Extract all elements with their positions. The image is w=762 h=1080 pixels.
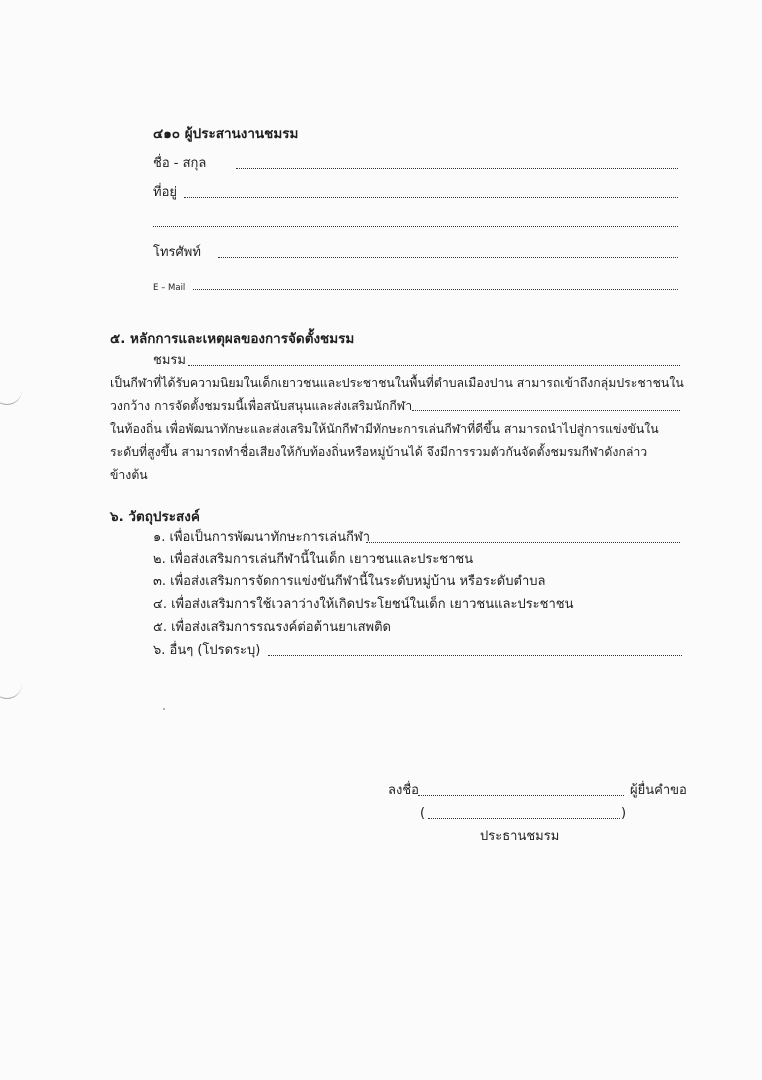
address-field-line[interactable]: [184, 197, 678, 198]
section5-text-line: ระดับที่สูงขึ้น สามารถทำชื่อเสียงให้กับท้องถิ่นหรือหมู่บ้านได้ จึงมีการรวมตัวกันจัดตั้งชมรมกีฬาดังกล่าว: [110, 445, 648, 459]
punch-hole-mark: [0, 390, 22, 405]
objective-item: ๔. เพื่อส่งเสริมการใช้เวลาว่างให้เกิดประโยชน์ในเด็ก เยาวชนและประชาชน: [153, 597, 574, 612]
paren-open: (: [420, 806, 426, 821]
objective-other-field-line[interactable]: [268, 655, 682, 656]
objective-item: ๕. เพื่อส่งเสริมการรณรงค์ต่อต้านยาเสพติด: [153, 620, 391, 635]
applicant-label: ผู้ยื่นคำขอ: [630, 783, 687, 798]
section6-heading: ๖. วัตถุประสงค์: [110, 509, 200, 525]
scan-speck: [163, 708, 165, 710]
phone-label: โทรศัพท์: [153, 245, 201, 260]
objective-item: ๑. เพื่อเป็นการพัฒนาทักษะการเล่นกีฬา: [153, 530, 371, 545]
objective-item: ๓. เพื่อส่งเสริมการจัดการแข่งขันกีฬานี้ในระดับหมู่บ้าน หรือระดับตำบล: [153, 574, 546, 589]
club-label: ชมรม: [153, 353, 186, 368]
email-label: E – Mail: [153, 283, 186, 293]
printed-name-field-line[interactable]: [428, 818, 620, 819]
sign-label: ลงชื่อ: [388, 783, 419, 798]
email-field-line[interactable]: [193, 289, 678, 290]
position-label: ประธานชมรม: [480, 829, 560, 844]
name-label: ชื่อ - สกุล: [153, 156, 207, 171]
phone-field-line[interactable]: [218, 257, 678, 258]
signature-field-line[interactable]: [418, 795, 624, 796]
section5-text-line: ในท้องถิ่น เพื่อพัฒนาทักษะและส่งเสริมให้นักกีฬามีทักษะการเล่นกีฬาที่ดีขึ้น สามารถนำไปสู่การแข่งขันใน: [110, 422, 659, 436]
club-name-field-line[interactable]: [188, 365, 680, 366]
address-label: ที่อยู่: [153, 185, 177, 200]
name-field-line[interactable]: [236, 168, 678, 169]
objective-item: ๒. เพื่อส่งเสริมการเล่นกีฬานี้ในเด็ก เยาวชนและประชาชน: [153, 552, 474, 567]
address-field-line-2[interactable]: [153, 226, 678, 227]
coordinator-heading: ๔๑๐ ผู้ประสานงานชมรม: [153, 126, 299, 142]
paren-close: ): [621, 806, 627, 821]
objective-1-field-line[interactable]: [366, 542, 680, 543]
sport-field-line[interactable]: [412, 410, 680, 411]
objective-item: ๖. อื่นๆ (โปรดระบุ): [153, 643, 261, 658]
punch-hole-mark: [0, 684, 22, 699]
section5-text-line: วงกว้าง การจัดตั้งชมรมนี้เพื่อสนับสนุนและส่งเสริมนักกีฬา: [110, 399, 413, 413]
section5-heading: ๕. หลักการและเหตุผลของการจัดตั้งชมรม: [110, 331, 355, 347]
section5-text-line: เป็นกีฬาที่ได้รับความนิยมในเด็กเยาวชนและประชาชนในพื้นที่ตำบลเมืองปาน สามารถเข้าถึงกลุ่มประชาชนใน: [110, 376, 684, 390]
section5-text-line: ข้างต้น: [110, 468, 148, 482]
